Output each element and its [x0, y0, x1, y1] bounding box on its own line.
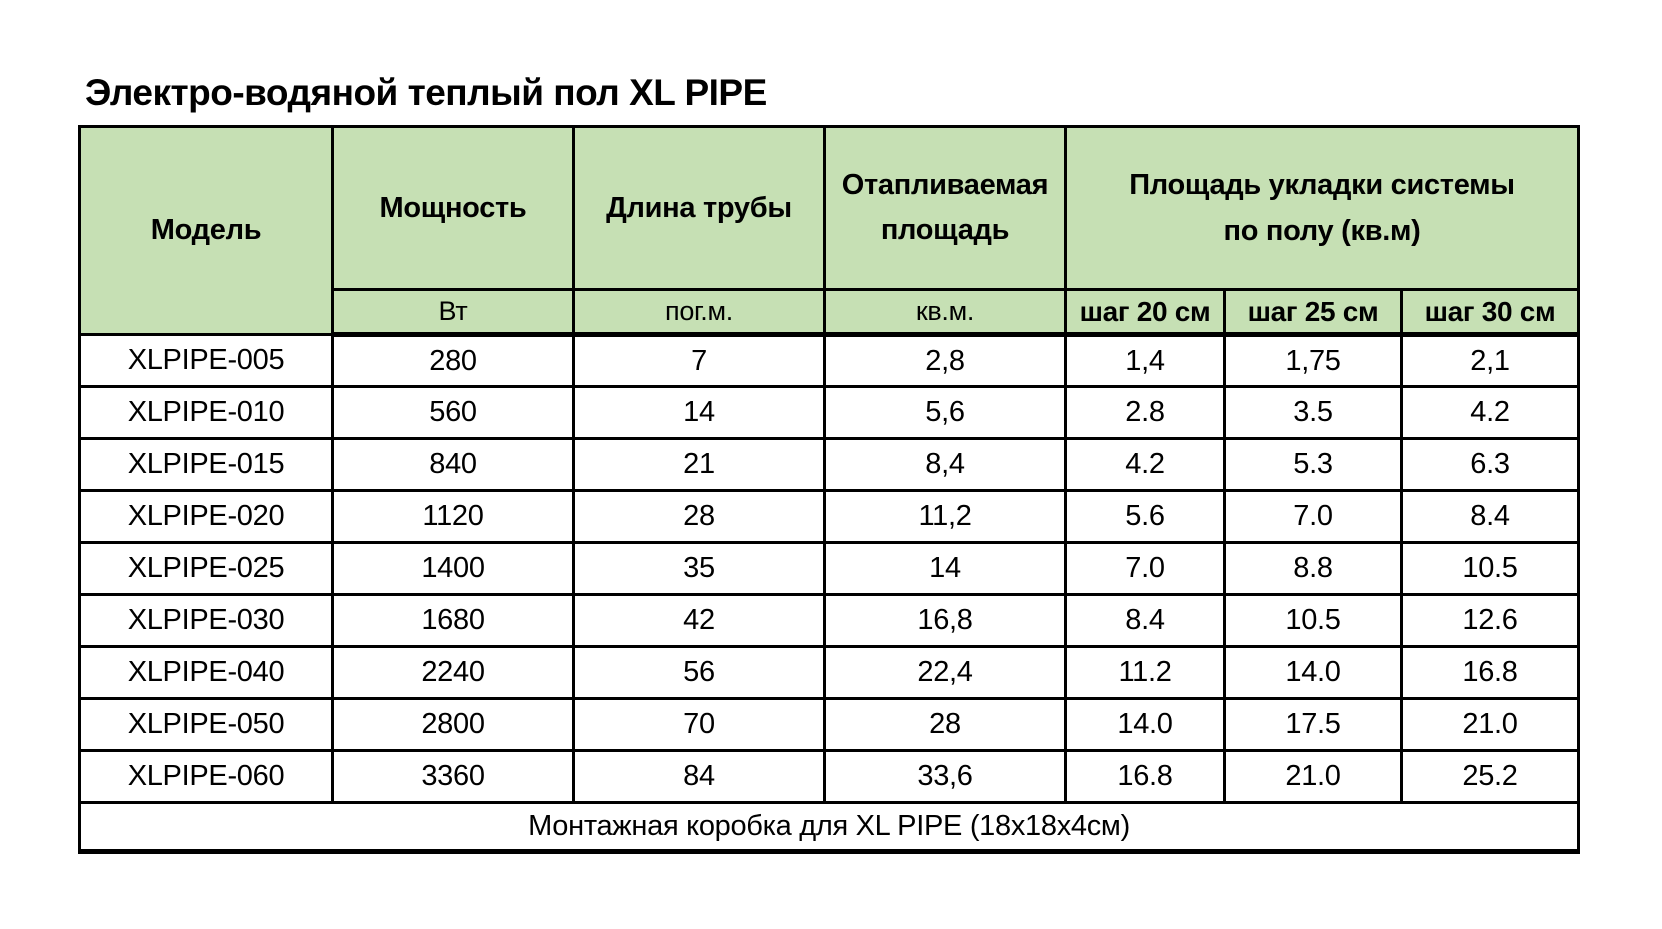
cell-heated-area: 2,8 [825, 335, 1066, 387]
cell-model: XLPIPE-010 [80, 387, 333, 439]
cell-step30: 12.6 [1402, 595, 1579, 647]
cell-pipe-length: 56 [574, 647, 825, 699]
cell-step30: 2,1 [1402, 335, 1579, 387]
unit-header-heated-area: кв.м. [825, 290, 1066, 335]
footer-note: Монтажная коробка для XL PIPE (18x18x4см) [80, 803, 1579, 852]
cell-step25: 14.0 [1225, 647, 1402, 699]
cell-step20: 11.2 [1066, 647, 1225, 699]
cell-heated-area: 28 [825, 699, 1066, 751]
table-footer-row [80, 803, 1579, 852]
cell-heated-area: 14 [825, 543, 1066, 595]
cell-power: 840 [333, 439, 574, 491]
cell-step25: 7.0 [1225, 491, 1402, 543]
cell-pipe-length: 14 [574, 387, 825, 439]
cell-step20: 2.8 [1066, 387, 1225, 439]
cell-step20: 8.4 [1066, 595, 1225, 647]
cell-step25: 1,75 [1225, 335, 1402, 387]
cell-step25: 3.5 [1225, 387, 1402, 439]
cell-step20: 4.2 [1066, 439, 1225, 491]
cell-power: 280 [333, 335, 574, 387]
table-row [80, 335, 1579, 387]
cell-model: XLPIPE-015 [80, 439, 333, 491]
cell-model: XLPIPE-005 [80, 335, 333, 387]
cell-heated-area: 5,6 [825, 387, 1066, 439]
cell-heated-area: 22,4 [825, 647, 1066, 699]
cell-step25: 5.3 [1225, 439, 1402, 491]
col-header-model: Модель [80, 127, 333, 335]
cell-pipe-length: 42 [574, 595, 825, 647]
cell-pipe-length: 70 [574, 699, 825, 751]
cell-model: XLPIPE-030 [80, 595, 333, 647]
col-header-layout-area-group [1066, 127, 1579, 290]
table-row [80, 491, 1579, 543]
cell-heated-area: 11,2 [825, 491, 1066, 543]
cell-pipe-length: 84 [574, 751, 825, 803]
col-header-heated-area: Отапливаемая площадь [825, 127, 1066, 290]
cell-step20: 14.0 [1066, 699, 1225, 751]
cell-step30: 21.0 [1402, 699, 1579, 751]
page-title: Электро-водяной теплый пол XL PIPE [85, 72, 767, 113]
table-body [80, 335, 1579, 852]
step-header-25cm: шаг 25 см [1225, 290, 1402, 335]
spec-table [78, 125, 1580, 854]
cell-step25: 8.8 [1225, 543, 1402, 595]
layout-area-line2: по полу (кв.м) [1223, 215, 1421, 247]
step-header-20cm: шаг 20 см [1066, 290, 1225, 335]
cell-step20: 7.0 [1066, 543, 1225, 595]
cell-step25: 21.0 [1225, 751, 1402, 803]
cell-step20: 1,4 [1066, 335, 1225, 387]
cell-step30: 16.8 [1402, 647, 1579, 699]
cell-heated-area: 33,6 [825, 751, 1066, 803]
cell-step30: 6.3 [1402, 439, 1579, 491]
cell-heated-area: 16,8 [825, 595, 1066, 647]
table-row [80, 595, 1579, 647]
cell-step30: 25.2 [1402, 751, 1579, 803]
table-row [80, 751, 1579, 803]
cell-step25: 17.5 [1225, 699, 1402, 751]
unit-header-power: Вт [333, 290, 574, 335]
table-header [80, 127, 1579, 335]
cell-power: 2240 [333, 647, 574, 699]
cell-model: XLPIPE-050 [80, 699, 333, 751]
cell-model: XLPIPE-025 [80, 543, 333, 595]
table-row [80, 699, 1579, 751]
cell-heated-area: 8,4 [825, 439, 1066, 491]
cell-step25: 10.5 [1225, 595, 1402, 647]
cell-step20: 16.8 [1066, 751, 1225, 803]
col-header-power: Мощность [333, 127, 574, 290]
cell-power: 1400 [333, 543, 574, 595]
cell-step30: 4.2 [1402, 387, 1579, 439]
cell-step30: 8.4 [1402, 491, 1579, 543]
cell-model: XLPIPE-040 [80, 647, 333, 699]
cell-power: 1680 [333, 595, 574, 647]
cell-power: 2800 [333, 699, 574, 751]
col-header-pipe-length: Длина трубы [574, 127, 825, 290]
cell-pipe-length: 35 [574, 543, 825, 595]
cell-model: XLPIPE-060 [80, 751, 333, 803]
header-row-main [80, 127, 1579, 290]
layout-area-line1: Площадь укладки системы [1129, 168, 1515, 201]
table-row [80, 387, 1579, 439]
cell-step30: 10.5 [1402, 543, 1579, 595]
table-row [80, 439, 1579, 491]
cell-power: 560 [333, 387, 574, 439]
cell-power: 3360 [333, 751, 574, 803]
cell-pipe-length: 21 [574, 439, 825, 491]
cell-model: XLPIPE-020 [80, 491, 333, 543]
unit-header-pipe-length: пог.м. [574, 290, 825, 335]
table-row [80, 647, 1579, 699]
step-header-30cm: шаг 30 см [1402, 290, 1579, 335]
cell-pipe-length: 7 [574, 335, 825, 387]
cell-pipe-length: 28 [574, 491, 825, 543]
cell-step20: 5.6 [1066, 491, 1225, 543]
table-row [80, 543, 1579, 595]
cell-power: 1120 [333, 491, 574, 543]
